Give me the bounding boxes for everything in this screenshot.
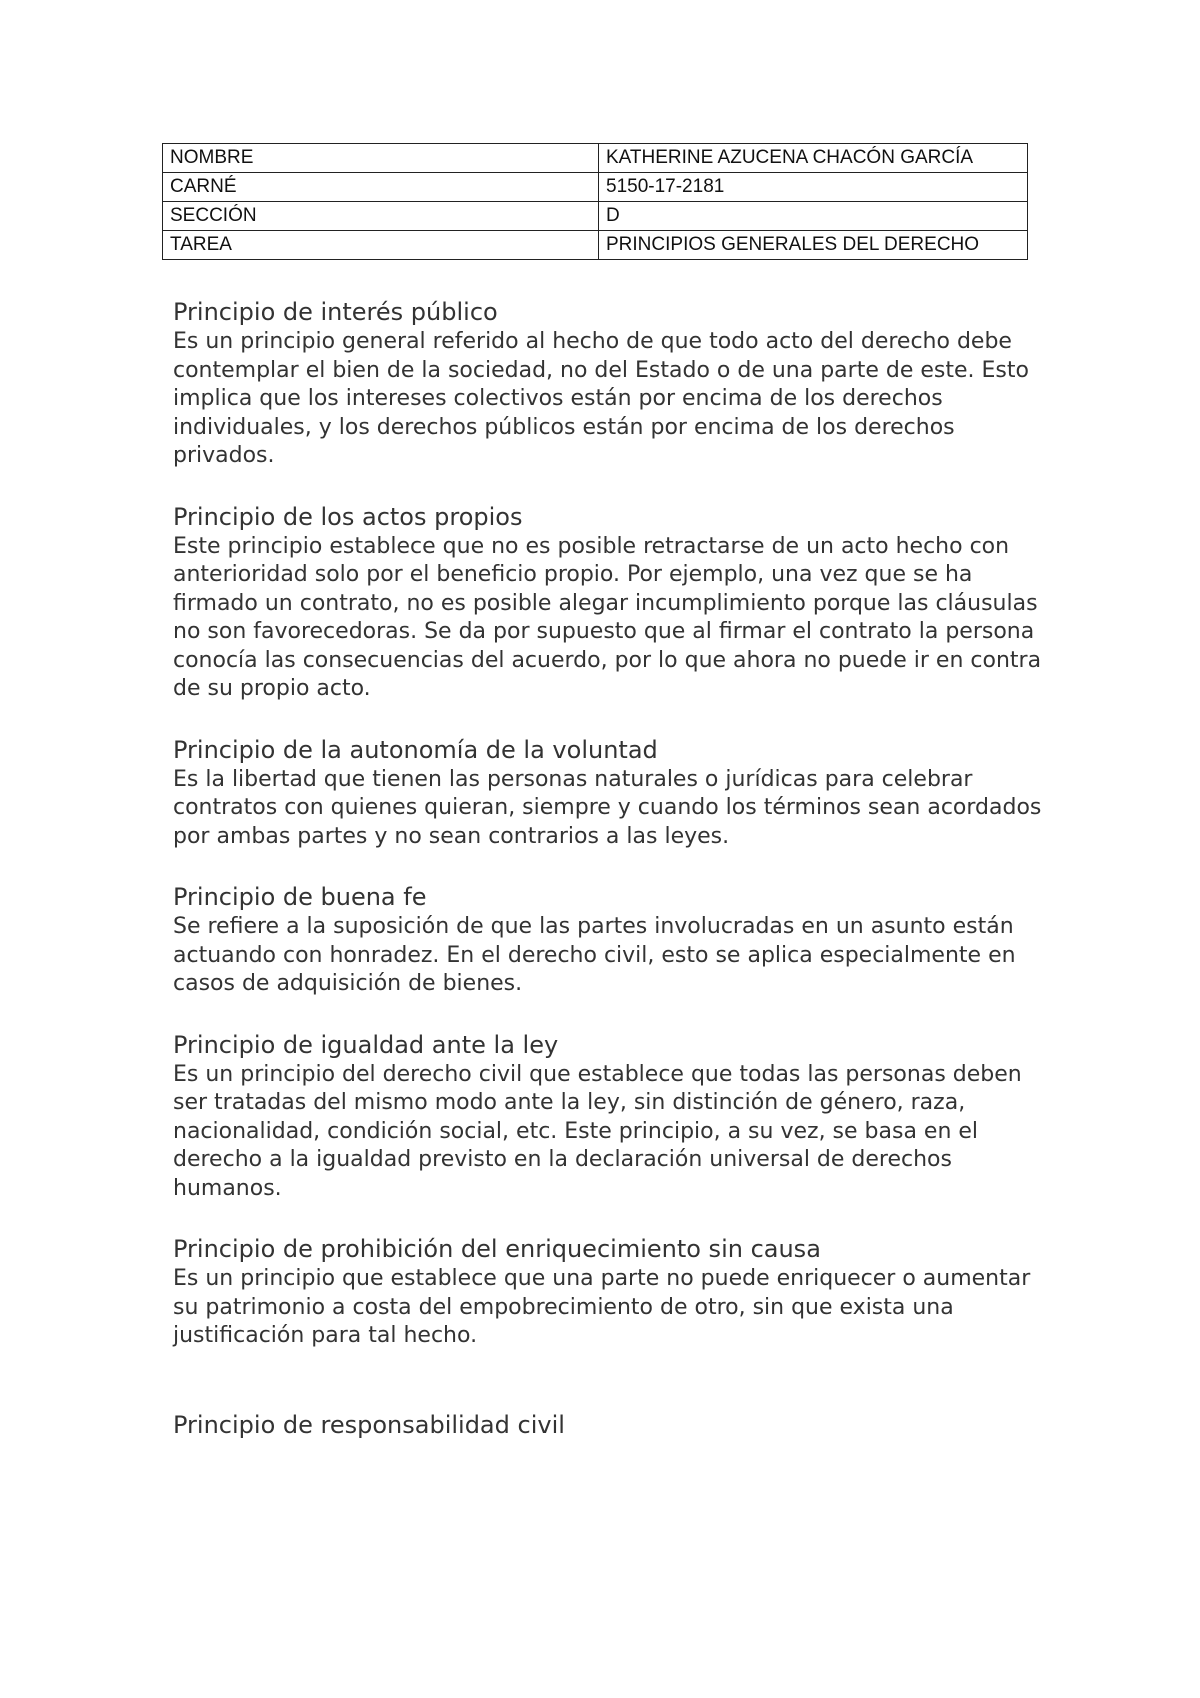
section-body: Es un principio que establece que una parte no puede enriquecer o aumentar su patrimonio a costa del empobrecimiento de otro, sin que exista una justificación para tal hecho. [173, 1266, 1031, 1348]
section-responsabilidad-civil [173, 1409, 1053, 1441]
row-label-nombre: NOMBRE [163, 144, 599, 173]
student-info-table [162, 143, 1028, 260]
section-title: Principio de igualdad ante la ley [173, 1030, 559, 1059]
section-buena-fe [173, 881, 1053, 999]
section-title: Principio de prohibición del enriquecimiento sin causa [173, 1235, 821, 1263]
row-value-carne: 5150-17-2181 [599, 173, 1028, 202]
section-title: Principio de responsabilidad civil [173, 1410, 565, 1439]
section-actos-propios [173, 501, 1053, 704]
section-body: Se refiere a la suposición de que las partes involucradas en un asunto están actuando con honradez. En el derecho civil, esto se aplica especialmente en casos de adquisición de bienes. [173, 914, 1016, 996]
section-title: Principio de interés público [173, 298, 498, 326]
table-row-carne [163, 173, 1028, 202]
table-row-seccion [163, 202, 1028, 231]
row-label-carne: CARNÉ [163, 173, 599, 202]
section-title: Principio de buena fe [173, 883, 427, 911]
section-interes-publico [173, 296, 1053, 471]
row-label-seccion: SECCIÓN [163, 202, 599, 231]
row-value-tarea: PRINCIPIOS GENERALES DEL DERECHO [599, 231, 1028, 260]
table-row-tarea [163, 231, 1028, 260]
section-body: Este principio establece que no es posible retractarse de un acto hecho con anterioridad solo por el beneficio propio. Por ejemplo, una vez que se ha firmado un contrato, no es posible alegar incumplimiento porque las cláusulas no son favorecedoras. Se da por supuesto que al firmar el contrato la persona conocía las consecuencias del acuerdo, por lo que ahora no puede ir en contra de su propio acto. [173, 533, 1042, 701]
section-title: Principio de los actos propios [173, 502, 523, 531]
document-content [173, 296, 1053, 1441]
section-title: Principio de la autonomía de la voluntad [173, 735, 658, 764]
row-value-nombre: KATHERINE AZUCENA CHACÓN GARCÍA [599, 144, 1028, 173]
table-row-nombre [163, 144, 1028, 173]
section-enriquecimiento-sin-causa [173, 1233, 1053, 1351]
section-igualdad-ley [173, 1029, 1053, 1204]
section-body: Es la libertad que tienen las personas naturales o jurídicas para celebrar contratos con quienes quieran, siempre y cuando los términos sean acordados por ambas partes y no sean contrarios a las leyes. [173, 766, 1042, 849]
row-label-tarea: TAREA [163, 231, 599, 260]
section-body: Es un principio del derecho civil que establece que todas las personas deben ser tratadas del mismo modo ante la ley, sin distinción de género, raza, nacionalidad, condición social, etc. Este principio, a su vez, se basa en el derecho a la igualdad previsto en la declaración universal de derechos humanos. [173, 1061, 1022, 1201]
section-autonomia-voluntad [173, 734, 1053, 852]
section-body: Es un principio general referido al hecho de que todo acto del derecho debe contemplar el bien de la sociedad, no del Estado o de una parte de este. Esto implica que los intereses colectivos están por encima de los derechos individuales, y los derechos públicos están por encima de los derechos privados. [173, 329, 1029, 468]
row-value-seccion: D [599, 202, 1028, 231]
